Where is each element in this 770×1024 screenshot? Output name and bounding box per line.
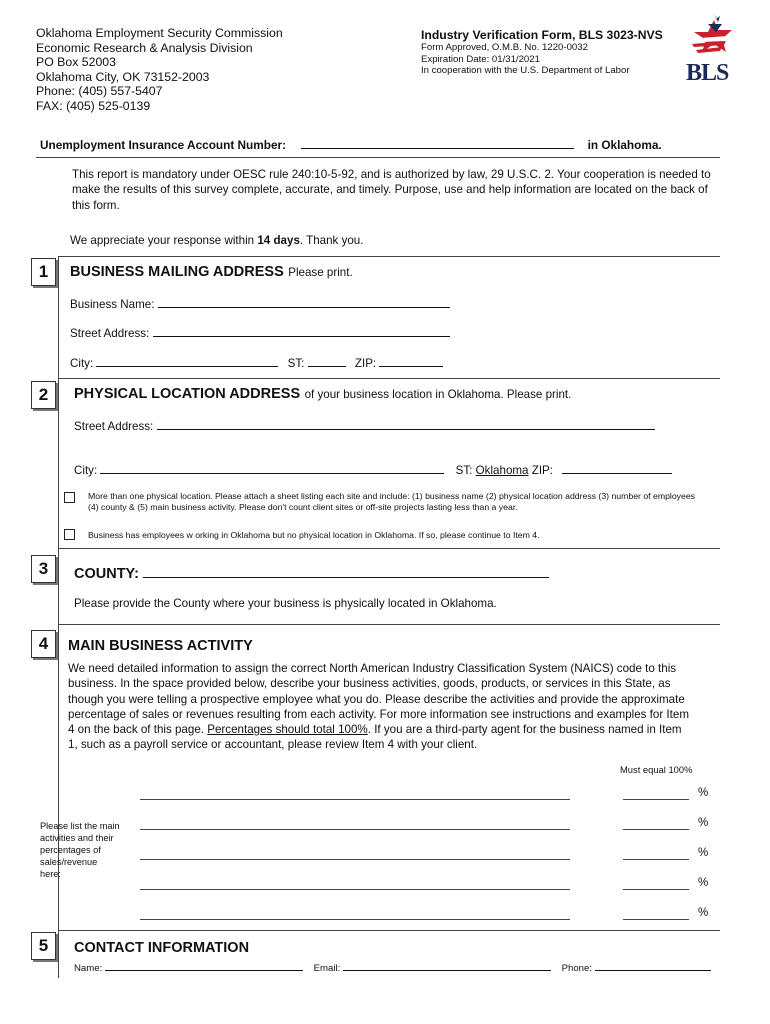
instructions-text-end: . If you are a third-party agent for the business named in Item 1, such as a payroll service or accountant, please review Item 4 with your client. [68,723,682,752]
mailing-city-field[interactable] [96,355,278,367]
county-note: Please provide the County where your business is physically located in Oklahoma. [74,597,497,610]
section-divider [58,624,720,625]
section-divider [58,930,720,931]
activity-line[interactable] [140,889,570,890]
mailing-city-label: City: [70,357,94,370]
ui-account-suffix: in Oklahoma. [587,138,662,152]
physical-zip-field[interactable] [562,462,672,474]
section2-title: PHYSICAL LOCATION ADDRESS [74,386,301,402]
activity-line[interactable] [140,799,570,800]
percent-sign: % [698,907,709,919]
form-title: Industry Verification Form, BLS 3023-NVS [421,28,663,42]
percent-line[interactable] [623,829,689,830]
percent-line[interactable] [623,859,689,860]
form-expiration: Expiration Date: 01/31/2021 [421,53,540,65]
contact-phone-label: Phone: [561,963,593,974]
contact-row [74,961,711,974]
percent-sign: % [698,817,709,829]
physical-street-row [74,418,655,433]
section4-instructions [68,661,694,753]
section4-title: MAIN BUSINESS ACTIVITY [68,638,253,654]
ui-account-row [40,137,662,152]
percent-line[interactable] [623,889,689,890]
multiple-locations-checkbox[interactable] [64,492,75,503]
section-border [58,624,59,930]
physical-city-field[interactable] [100,462,444,474]
contact-email-field[interactable] [343,961,551,971]
instructions-text: We need detailed information to assign the correct North American Industry Classification System (NAICS) code to this business. In the space provided below, describe your business activities, goods, products, or services in this State, as though you were telling a prospective employee what you do. Please describe the activities and provide the approximate percentage of sales or revenues resulting from each activity. For more information see instructions and examples for Item 4 on the back of this page. [68,662,689,737]
physical-st-value: Oklahoma [475,464,529,477]
physical-city-row [74,462,672,477]
percent-sign: % [698,877,709,889]
section-number-4: 4 [31,630,56,658]
percent-sign: % [698,787,709,799]
bls-logo-text: BLS [686,60,729,86]
physical-street-label: Street Address: [74,420,154,433]
appreciation-text: We appreciate your response within [70,234,255,247]
form-approval: Form Approved, O.M.B. No. 1220-0032 [421,42,588,53]
percent-line[interactable] [623,799,689,800]
business-name-row [70,296,450,311]
section-number-3: 3 [31,555,56,583]
section-divider [58,548,720,549]
section-number-2: 2 [31,381,56,409]
physical-city-label: City: [74,464,98,477]
mailing-street-field[interactable] [153,325,450,337]
county-label: COUNTY: [74,566,139,582]
section2-note: of your business location in Oklahoma. Please print. [304,388,572,401]
mailing-st-field[interactable] [308,355,346,367]
physical-st-label: ST: [455,464,473,477]
ui-account-label: Unemployment Insurance Account Number: [40,138,287,152]
mailing-zip-label: ZIP: [354,357,377,370]
section2-heading [74,385,571,403]
section-divider [58,378,720,379]
agency-line: PO Box 52003 [36,55,116,70]
must-equal-note: Must equal 100% [620,764,693,775]
divider [36,157,720,158]
activity-line[interactable] [140,859,570,860]
percent-line[interactable] [623,919,689,920]
contact-email-label: Email: [313,963,341,974]
mailing-street-row [70,325,450,340]
mailing-zip-field[interactable] [379,355,443,367]
agency-line: Oklahoma Employment Security Commission [36,26,283,40]
section-border [58,378,59,548]
activities-side-label: Please list the main activities and their percentages of sales/revenue here: [40,821,120,879]
appreciation-line [70,234,363,247]
agency-line: Phone: (405) 557-5407 [36,84,163,99]
agency-line: FAX: (405) 525-0139 [36,98,151,113]
section-border [58,548,59,624]
activity-line[interactable] [140,919,570,920]
section-number-5: 5 [31,932,56,960]
section5-title: CONTACT INFORMATION [74,940,250,956]
section-number-1: 1 [31,258,56,286]
section-border [58,256,59,380]
section-divider [58,256,720,257]
multiple-locations-text: More than one physical location. Please attach a sheet listing each site and include: (1) business name (2) physical location address (3) number of employees (4) county & (5) main business activity. Please don't count client sites or off-site projects lasting less than a year. [88,491,696,512]
county-row [74,564,549,583]
thank-you-text: . Thank you. [299,234,364,247]
agency-line: Oklahoma City, OK 73152-2003 [36,69,210,84]
agency-address [36,26,283,114]
no-physical-location-text: Business has employees w orking in Oklahoma but no physical location in Oklahoma. If so, please continue to Item 4. [88,530,540,540]
mailing-street-label: Street Address: [70,327,150,340]
bls-star-icon [686,14,742,64]
section1-title: BUSINESS MAILING ADDRESS [70,264,284,280]
section-border [58,930,59,978]
contact-name-label: Name: [74,963,103,974]
mailing-st-label: ST: [287,357,305,370]
physical-street-field[interactable] [157,418,655,430]
instructions-emphasis: Percentages should total 100% [207,723,368,737]
intro-text: This report is mandatory under OESC rule 240:10-5-92, and is authorized by law, 29 U.S.C. 2. Your cooperation is needed to make the results of this survey complete, accurate, and timely. Purpose, use and help information are located on the back of this form. [72,168,711,212]
percent-sign: % [698,847,709,859]
deadline-text: 14 days [257,234,300,247]
section1-note: Please print. [288,266,353,279]
agency-line: Economic Research & Analysis Division [36,40,253,55]
section1-heading [70,263,353,281]
physical-zip-label: ZIP: [531,464,553,477]
form-info [421,28,663,77]
county-field[interactable] [143,564,549,578]
form-cooperation: In cooperation with the U.S. Department of Labor [421,65,630,77]
ui-account-field[interactable] [301,137,574,149]
contact-name-field[interactable] [105,961,303,971]
bls-logo [686,14,742,90]
mailing-city-row [70,355,443,370]
contact-phone-field[interactable] [595,961,711,971]
business-name-field[interactable] [158,296,450,308]
business-name-label: Business Name: [70,298,155,311]
activity-line[interactable] [140,829,570,830]
no-physical-location-checkbox[interactable] [64,529,75,540]
